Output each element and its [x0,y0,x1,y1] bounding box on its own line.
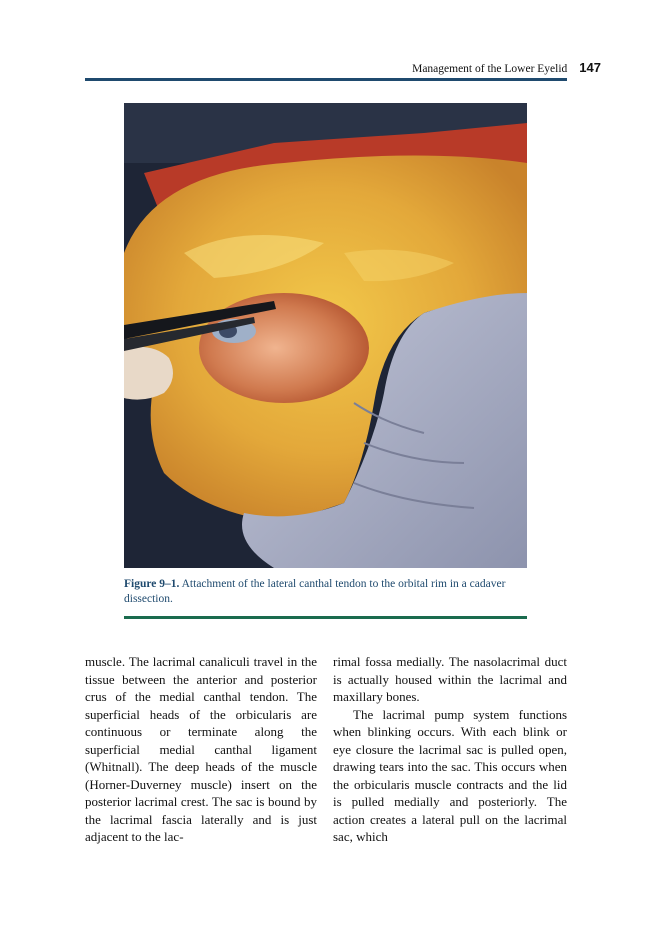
body-paragraph-right-1: rimal fossa medially. The nasolacrimal duct is actually housed within the lacrimal and maxillary bones. [333,654,567,704]
header-rule [85,78,567,81]
running-head [85,60,601,78]
body-column-right [333,653,567,846]
cadaver-dissection-photo [124,103,527,568]
body-paragraph-right-2: The lacrimal pump system functions when blinking occurs. With each blink or eye closure the lacrimal sac is pulled open, drawing tears into the sac. This occurs when the orbicularis muscle contracts and the lid is pulled medially and posteriorly. The action creates a lateral pull on the lacrimal sac, which [333,706,567,844]
page-number: 147 [579,60,601,75]
caption-rule [124,616,527,619]
photo-illustration [124,103,527,568]
figure-caption [124,577,527,607]
figure-caption-text: Attachment of the lateral canthal tendon to the orbital rim in a cadaver dissection. [124,578,506,605]
body-column-left [85,653,317,846]
figure-label: Figure 9–1. [124,578,180,590]
body-paragraph-left: muscle. The lacrimal canaliculi travel in the tissue between the anterior and posterior crus of the medial canthal tendon. The superficial heads of the orbicularis are continuous or terminate along the superficial medial canthal ligament (Whitnall). The deep heads of the muscle (Horner-Duverney muscle) insert on the posterior lacrimal crest. The sac is bound by the lacrimal fascia laterally and is just adjacent to the lac- [85,654,317,844]
running-title: Management of the Lower Eyelid [412,63,568,75]
